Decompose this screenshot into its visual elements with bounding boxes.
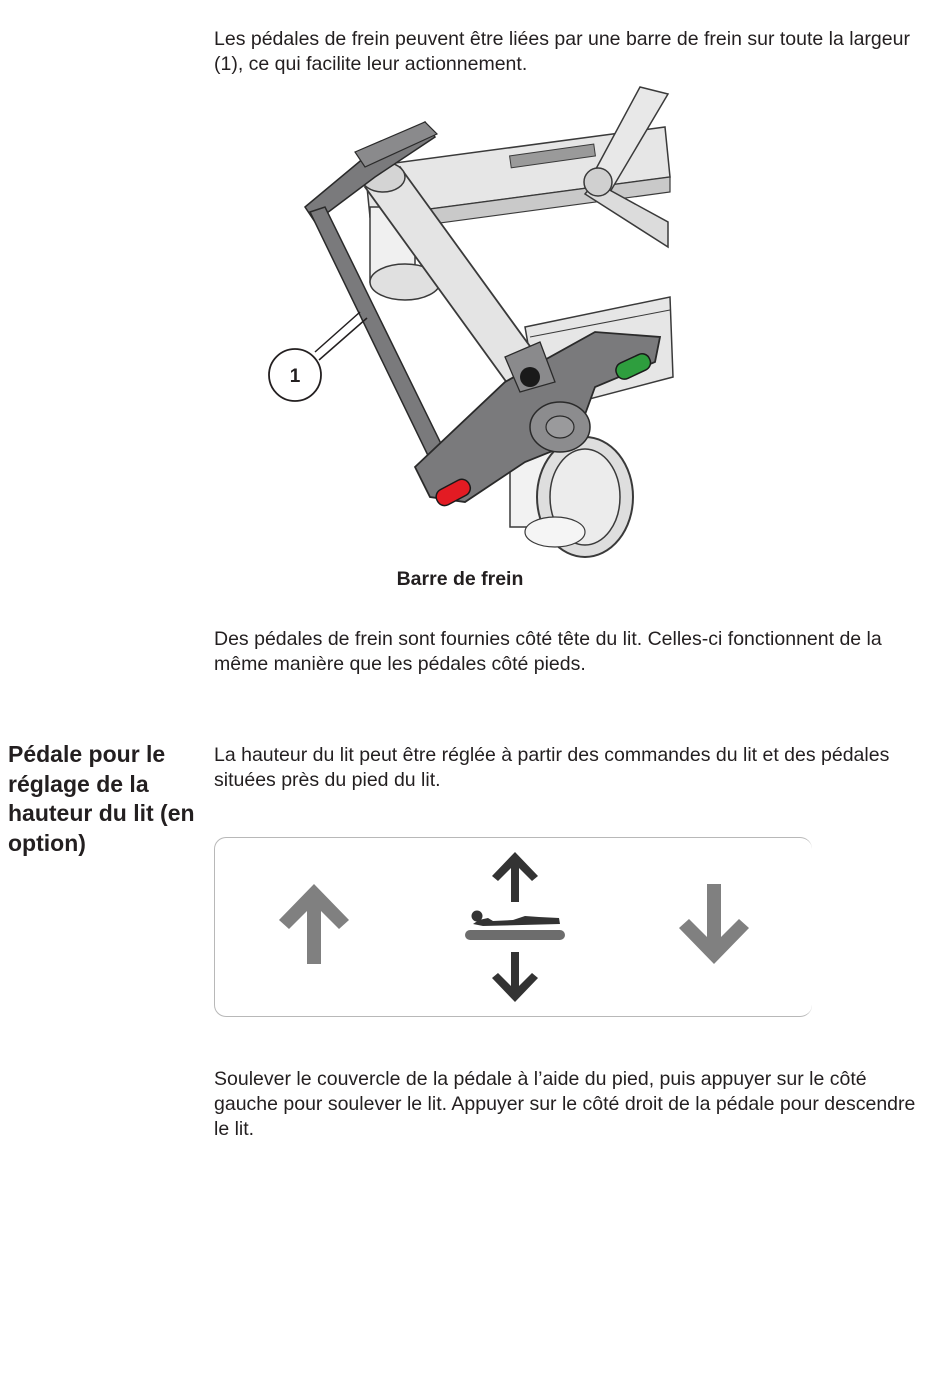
arrow-down-icon bbox=[677, 882, 751, 966]
bed-height-icon bbox=[463, 850, 567, 1008]
instructions-paragraph: Soulever le couvercle de la pédale à l’aide du pied, puis appuyer sur le côté gauche pour soulever le lit. Appuyer sur le côté droit de la pédale pour descendre le lit. bbox=[214, 1068, 916, 1140]
brake-bar-illustration bbox=[255, 82, 685, 562]
intro-paragraph: Les pédales de frein peuvent être liées par une barre de frein sur toute la largeur (1), ce qui facilite leur actionnement. bbox=[214, 28, 910, 75]
head-pedals-paragraph: Des pédales de frein sont fournies côté tête du lit. Celles-ci fonctionnent de la même manière que les pédales côté pieds. bbox=[214, 628, 882, 675]
height-pedal-panel bbox=[214, 837, 812, 1017]
callout-1 bbox=[269, 312, 367, 401]
callout-label: 1 bbox=[289, 366, 301, 387]
section-heading: Pédale pour le réglage de la hauteur du lit (en option) bbox=[8, 741, 195, 856]
section-intro-paragraph: La hauteur du lit peut être réglée à partir des commandes du lit et des pédales situées près du pied du lit. bbox=[214, 744, 890, 791]
arrow-up-icon bbox=[277, 882, 351, 966]
figure-caption: Barre de frein bbox=[396, 568, 524, 590]
